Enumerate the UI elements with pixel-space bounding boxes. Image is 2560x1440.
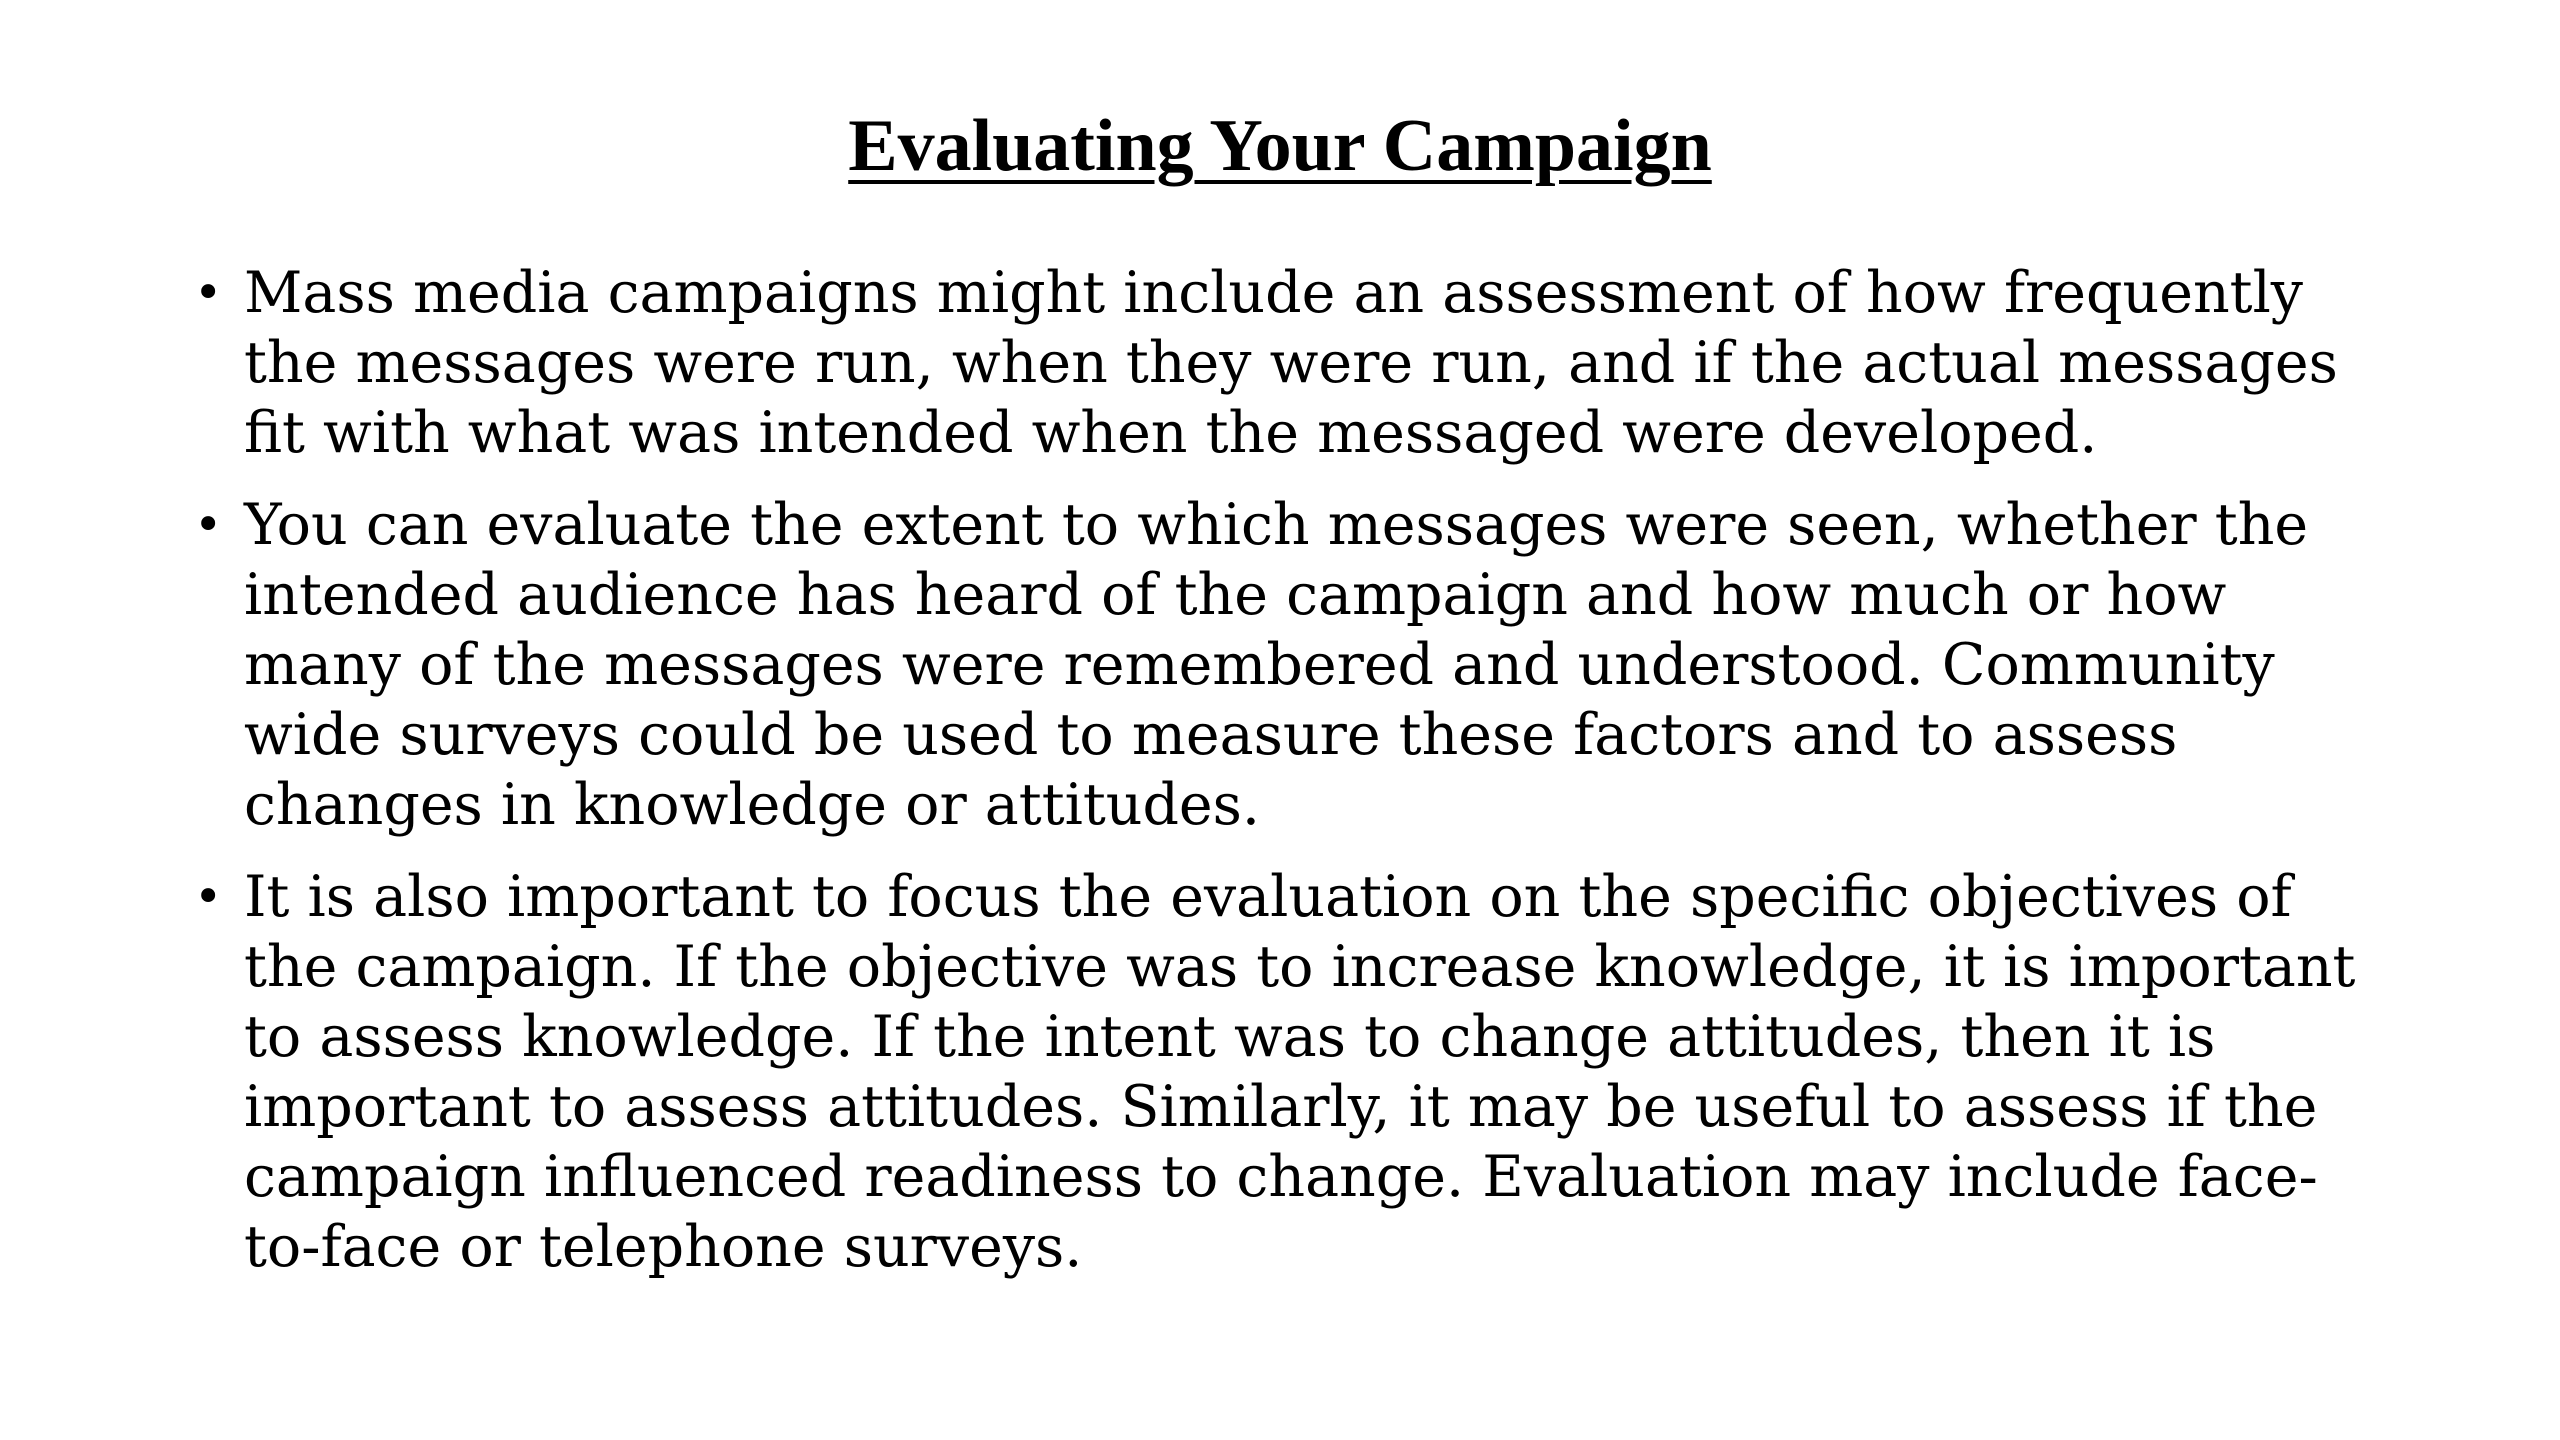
bullet-list bbox=[180, 258, 2390, 1304]
bullet-item bbox=[180, 490, 2390, 840]
slide-title: Evaluating Your Campaign bbox=[848, 105, 1712, 187]
bullet-text: You can evaluate the extent to which messages were seen, whether the intended audience has heard of the campaign and how much or how many of the messages were remembered and understood. Community wide surveys could be used to measure these factors and to assess changes in knowledge or attitudes. bbox=[244, 492, 2309, 838]
bullet-icon: • bbox=[194, 869, 223, 925]
bullet-item bbox=[180, 862, 2390, 1282]
bullet-icon: • bbox=[194, 497, 223, 553]
bullet-text: It is also important to focus the evaluation on the specific objectives of the campaign. If the objective was to increase knowledge, it is important to assess knowledge. If the intent was to change attitudes, then it is important to assess attitudes. Similarly, it may be useful to assess if the campaign influenced readiness to change. Evaluation may include face-to-face or telephone surveys. bbox=[244, 864, 2356, 1280]
bullet-icon: • bbox=[194, 265, 223, 321]
bullet-text: Mass media campaigns might include an assessment of how frequently the messages were run, when they were run, and if the actual messages fit with what was intended when the messaged were developed. bbox=[244, 260, 2338, 466]
bullet-item bbox=[180, 258, 2390, 468]
